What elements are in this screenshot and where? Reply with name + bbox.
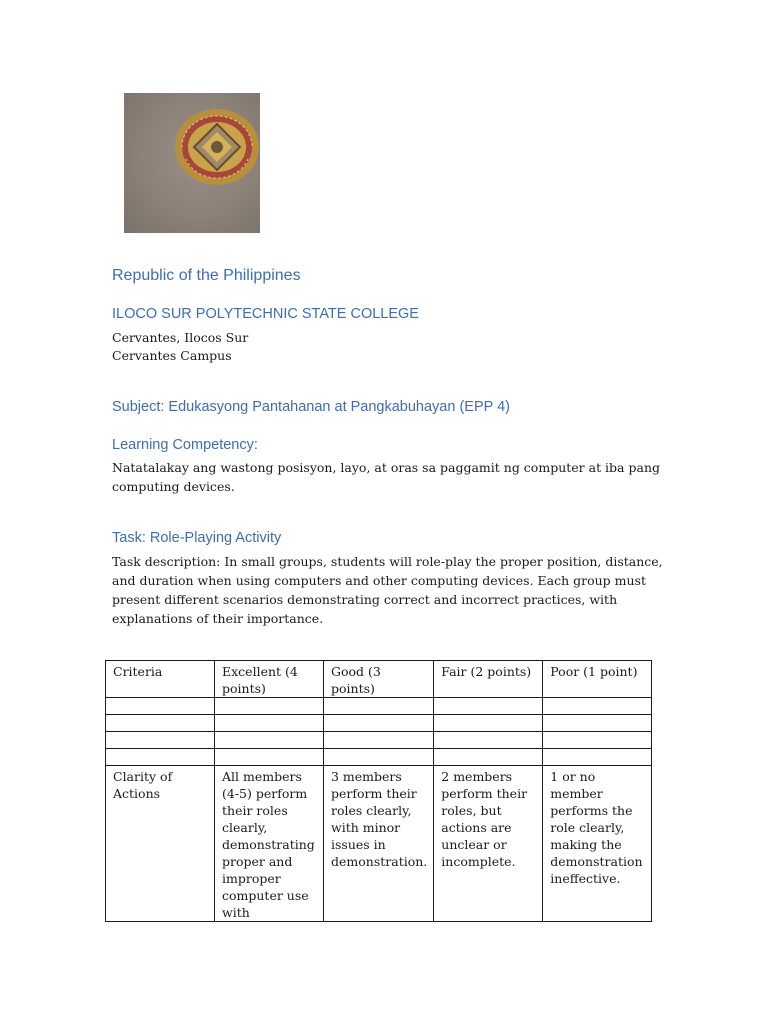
task-heading: Task: Role-Playing Activity xyxy=(112,530,282,546)
rubric-row-clarity xyxy=(106,766,652,922)
blank-row xyxy=(106,749,652,766)
header-criteria: Criteria xyxy=(106,661,215,698)
blank-cell xyxy=(543,715,652,732)
blank-cell xyxy=(106,732,215,749)
learning-competency-text: Natatalakay ang wastong posisyon, layo, at oras sa paggamit ng computer at iba pang computing devices. xyxy=(112,460,660,494)
blank-cell xyxy=(215,698,324,715)
header-excellent: Excellent (4 points) xyxy=(215,661,324,698)
blank-cell xyxy=(434,749,543,766)
blank-row xyxy=(106,698,652,715)
excellent-cell: All members (4-5) perform their roles clearly, demonstrating proper and improper computer use with xyxy=(215,766,324,922)
blank-cell xyxy=(324,749,434,766)
task-description: Task description: In small groups, students will role-play the proper position, distance, and duration when using computers and other computing devices. Each group must present different scenarios demonstrating correct and incorrect practices, with explanations of their importance. xyxy=(112,554,663,626)
poor-cell: 1 or no member performs the role clearly, making the demonstration ineffective. xyxy=(543,766,652,922)
blank-cell xyxy=(106,715,215,732)
good-cell: 3 members perform their roles clearly, with minor issues in demonstration. xyxy=(324,766,434,922)
header-good: Good (3 points) xyxy=(324,661,434,698)
address-line-2: Cervantes Campus xyxy=(112,348,232,363)
blank-cell xyxy=(106,749,215,766)
blank-cell xyxy=(324,715,434,732)
subject-heading: Subject: Edukasyong Pantahanan at Pangkabuhayan (EPP 4) xyxy=(112,399,510,415)
blank-cell xyxy=(543,732,652,749)
header-poor: Poor (1 point) xyxy=(543,661,652,698)
blank-cell xyxy=(324,732,434,749)
blank-cell xyxy=(324,698,434,715)
college-name-heading: ILOCO SUR POLYTECHNIC STATE COLLEGE xyxy=(112,306,419,322)
blank-cell xyxy=(543,749,652,766)
blank-cell xyxy=(543,698,652,715)
criteria-cell: Clarity of Actions xyxy=(106,766,215,922)
blank-cell xyxy=(434,698,543,715)
rubric-table xyxy=(105,660,652,922)
college-logo-photo xyxy=(124,93,260,233)
blank-cell xyxy=(434,732,543,749)
blank-cell xyxy=(215,732,324,749)
blank-cell xyxy=(215,715,324,732)
blank-row xyxy=(106,732,652,749)
republic-heading: Republic of the Philippines xyxy=(112,267,301,284)
college-seal-icon xyxy=(174,107,260,187)
learning-competency-heading: Learning Competency: xyxy=(112,437,258,453)
address-line-1: Cervantes, Ilocos Sur xyxy=(112,330,249,345)
blank-cell xyxy=(106,698,215,715)
blank-cell xyxy=(215,749,324,766)
blank-row xyxy=(106,715,652,732)
rubric-header-row xyxy=(106,661,652,698)
blank-cell xyxy=(434,715,543,732)
header-fair: Fair (2 points) xyxy=(434,661,543,698)
fair-cell: 2 members perform their roles, but actions are unclear or incomplete. xyxy=(434,766,543,922)
